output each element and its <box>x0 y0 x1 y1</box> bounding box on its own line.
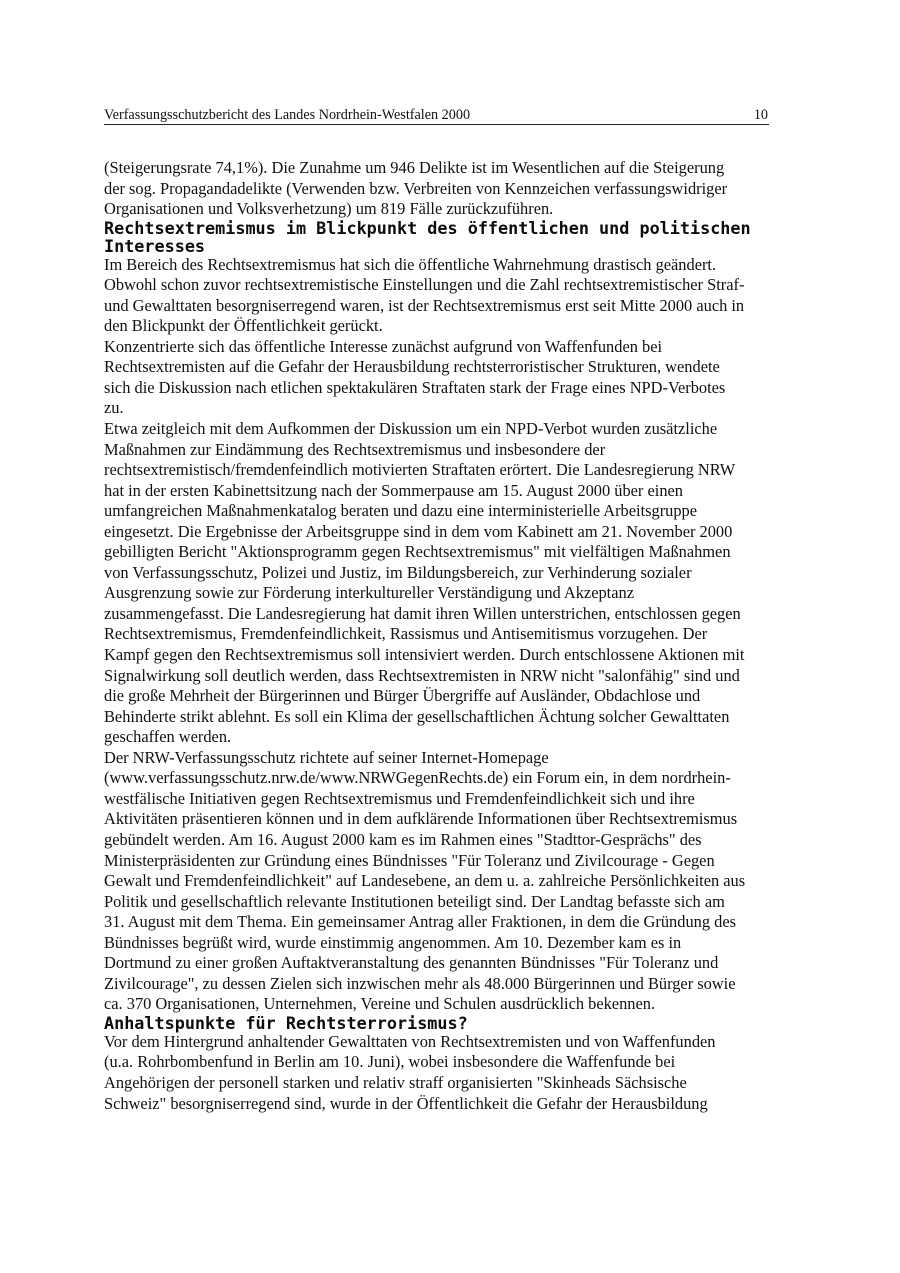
text-line: umfangreichen Maßnahmenkatalog beraten und dazu eine interministerielle Arbeitsgruppe <box>104 501 698 521</box>
text-line: und Gewalttaten besorgniserregend waren, ist der Rechtsextremismus erst seit Mitte 2000 auch in <box>104 295 745 315</box>
text-line: Politik und gesellschaftlich relevante Institutionen beteiligt sind. Der Landtag befasste sich am <box>104 891 725 911</box>
heading-line: Rechtsextremismus im Blickpunkt des öffentlichen und politischen <box>104 217 751 238</box>
text-line: sich die Diskussion nach etlichen spektakulären Straftaten stark der Frage eines NPD-Verbotes <box>104 377 726 397</box>
text-line: gebilligten Bericht "Aktionsprogramm gegen Rechtsextremismus" mit vielfältigen Maßnahmen <box>104 542 731 562</box>
text-line: die große Mehrheit der Bürgerinnen und Bürger Übergriffe auf Ausländer, Obdachlose und <box>104 686 701 706</box>
text-line: westfälische Initiativen gegen Rechtsextremismus und Fremdenfeindlichkeit sich und ihre <box>104 788 695 808</box>
text-line: Behinderte strikt ablehnt. Es soll ein Klima der gesellschaftlichen Ächtung solcher Gewalttaten <box>104 706 730 726</box>
paragraph-npd-ban-debate <box>104 337 804 419</box>
paragraph-propaganda-offences <box>104 158 804 220</box>
text-line: Gewalt und Fremdenfeindlichkeit" auf Landesebene, an dem u. a. zahlreiche Persönlichkeiten aus <box>104 871 746 891</box>
text-line: 31. August mit dem Thema. Ein gemeinsamer Antrag aller Fraktionen, in dem die Gründung des <box>104 912 736 932</box>
text-line: gebündelt werden. Am 16. August 2000 kam es im Rahmen eines "Stadttor-Gesprächs" des <box>104 829 702 849</box>
page-number: 10 <box>753 107 768 123</box>
text-line: (Steigerungsrate 74,1%). Die Zunahme um 946 Delikte ist im Wesentlichen auf die Steigerung <box>104 158 725 177</box>
text-line: zusammengefasst. Die Landesregierung hat damit ihren Willen unterstrichen, entschlossen gegen <box>104 603 741 623</box>
text-line: Maßnahmen zur Eindämmung des Rechtsextremismus und insbesondere der <box>104 439 606 459</box>
paragraph-internet-forum-alliance <box>104 748 804 1015</box>
text-line: Aktivitäten präsentieren können und in dem aufklärende Informationen über Rechtsextremismus <box>104 809 738 829</box>
text-line: Konzentrierte sich das öffentliche Interesse zunächst aufgrund von Waffenfunden bei <box>104 336 663 356</box>
text-line: hat in der ersten Kabinettsitzung nach der Sommerpause am 15. August 2000 über einen <box>104 480 683 500</box>
text-line: Obwohl schon zuvor rechtsextremistische Einstellungen und die Zahl rechtsextremistischer Straf- <box>104 275 745 295</box>
text-line: Vor dem Hintergrund anhaltender Gewalttaten von Rechtsextremisten und von Waffenfunden <box>104 1031 716 1051</box>
text-line: Kampf gegen den Rechtsextremismus soll intensiviert werden. Durch entschlossene Aktionen mit <box>104 645 745 665</box>
text-line: Der NRW-Verfassungsschutz richtete auf seiner Internet-Homepage <box>104 747 549 767</box>
header-title: Verfassungsschutzbericht des Landes Nordrhein-Westfalen 2000 <box>104 107 471 123</box>
text-line: Ausgrenzung sowie zur Förderung interkultureller Verständigung und Akzeptanz <box>104 583 634 603</box>
text-line: rechtsextremistisch/fremdenfeindlich motivierten Straftaten erörtert. Die Landesregierung NRW <box>104 460 736 480</box>
section-heading-public-interest <box>104 219 804 255</box>
text-line: Rechtsextremisten auf die Gefahr der Herausbildung rechtsterroristischer Strukturen, wendete <box>104 357 720 377</box>
text-line: von Verfassungsschutz, Polizei und Justiz, im Bildungsbereich, zur Verhinderung sozialer <box>104 562 692 582</box>
running-header <box>104 106 769 125</box>
text-line: Organisationen und Volksverhetzung) um 819 Fälle zurückzuführen. <box>104 199 554 219</box>
text-line: der sog. Propagandadelikte (Verwenden bzw. Verbreiten von Kennzeichen verfassungswidriger <box>104 178 728 198</box>
text-line: Angehörigen der personell starken und relativ straff organisierten "Skinheads Sächsische <box>104 1072 687 1092</box>
text-line: Signalwirkung soll deutlich werden, dass Rechtsextremisten in NRW nicht "salonfähig" sind und <box>104 665 740 685</box>
text-line: (u.a. Rohrbombenfund in Berlin am 10. Juni), wobei insbesondere die Waffenfunde bei <box>104 1052 676 1072</box>
text-line: den Blickpunkt der Öffentlichkeit gerückt. <box>104 316 383 336</box>
text-line: Etwa zeitgleich mit dem Aufkommen der Diskussion um ein NPD-Verbot wurden zusätzliche <box>104 419 718 439</box>
text-line: Im Bereich des Rechtsextremismus hat sich die öffentliche Wahrnehmung drastisch geändert. <box>104 254 717 274</box>
text-line: (www.verfassungsschutz.nrw.de/www.NRWGegenRechts.de) ein Forum ein, in dem nordrhein- <box>104 768 731 788</box>
text-line: zu. <box>104 398 124 418</box>
text-line: Schweiz" besorgniserregend sind, wurde in der Öffentlichkeit die Gefahr der Herausbildung <box>104 1093 708 1113</box>
heading-line: Anhaltspunkte für Rechtsterrorismus? <box>104 1012 468 1033</box>
text-line: eingesetzt. Die Ergebnisse der Arbeitsgruppe sind in dem vom Kabinett am 21. November 2000 <box>104 521 733 541</box>
heading-line: Interesses <box>104 235 206 256</box>
text-line: Zivilcourage", zu dessen Zielen sich inzwischen mehr als 48.000 Bürgerinnen und Bürger sowie <box>104 973 736 993</box>
paragraph-weapon-finds <box>104 1032 804 1114</box>
text-line: geschaffen werden. <box>104 727 232 747</box>
text-line: Dortmund zu einer großen Auftaktveranstaltung des genannten Bündnisses "Für Toleranz und <box>104 953 719 973</box>
paragraph-action-programme <box>104 419 804 748</box>
paragraph-public-perception <box>104 255 804 337</box>
text-line: Ministerpräsidenten zur Gründung eines Bündnisses "Für Toleranz und Zivilcourage - Gegen <box>104 850 715 870</box>
text-line: Bündnisses begrüßt wird, wurde einstimmig angenommen. Am 10. Dezember kam es in <box>104 932 682 952</box>
page-body <box>104 158 804 1114</box>
section-heading-right-wing-terrorism <box>104 1014 804 1032</box>
text-line: Rechtsextremismus, Fremdenfeindlichkeit, Rassismus und Antisemitismus vorzugehen. Der <box>104 624 708 644</box>
text-line: ca. 370 Organisationen, Unternehmen, Vereine und Schulen ausdrücklich bekennen. <box>104 994 656 1014</box>
